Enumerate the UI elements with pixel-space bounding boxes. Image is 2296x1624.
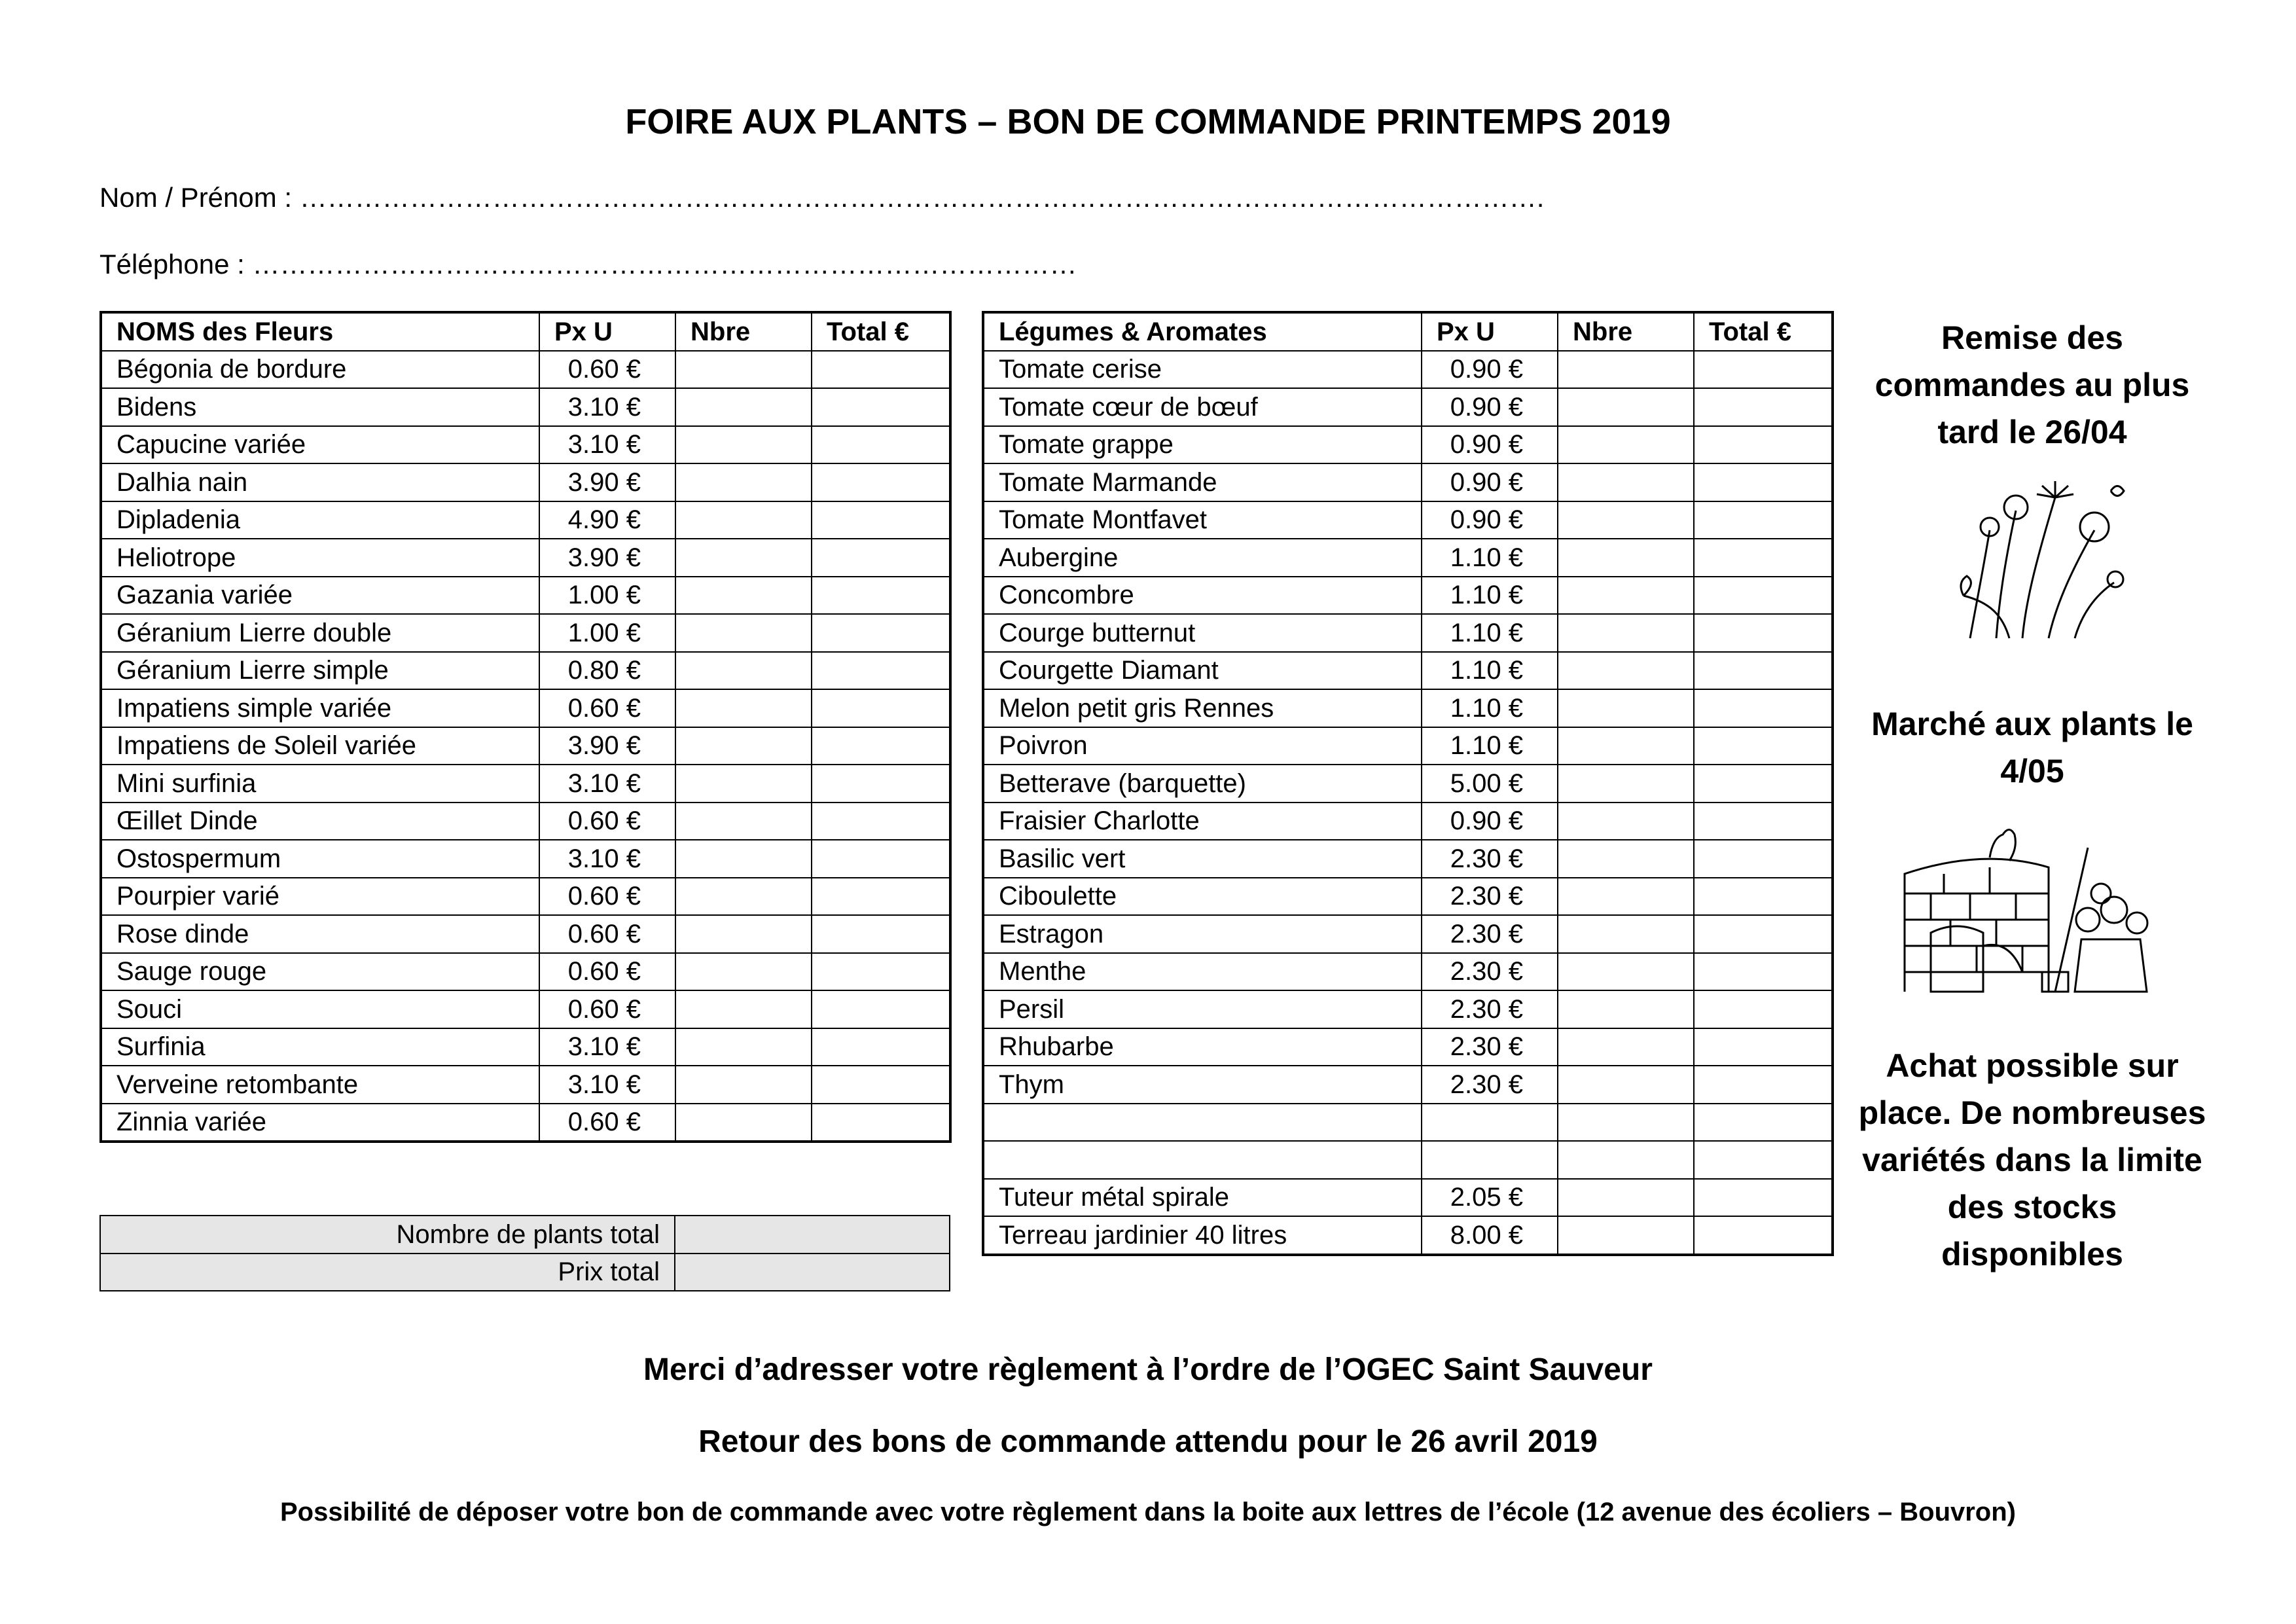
quantity-cell[interactable] bbox=[675, 840, 812, 878]
flowers-header-row bbox=[101, 312, 950, 351]
unit-price: 2.30 € bbox=[1422, 915, 1558, 953]
quantity-cell[interactable] bbox=[1558, 878, 1694, 916]
total-cell[interactable] bbox=[812, 953, 950, 991]
total-cell[interactable] bbox=[812, 1066, 950, 1104]
quantity-cell[interactable] bbox=[1558, 652, 1694, 690]
market-note: Marché aux plants le 4/05 bbox=[1871, 706, 2193, 789]
total-cell[interactable] bbox=[1694, 351, 1833, 389]
quantity-cell[interactable] bbox=[1558, 1104, 1694, 1142]
unit-price: 0.90 € bbox=[1422, 426, 1558, 464]
table-row bbox=[101, 915, 950, 953]
item-name: Sauge rouge bbox=[101, 953, 539, 991]
flowers-table bbox=[99, 311, 952, 1143]
unit-price: 2.30 € bbox=[1422, 990, 1558, 1028]
item-name: Géranium Lierre double bbox=[101, 614, 539, 652]
item-name: Tomate cœur de bœuf bbox=[983, 388, 1422, 426]
unit-price: 0.60 € bbox=[539, 915, 675, 953]
table-row bbox=[983, 1104, 1833, 1142]
item-name: Géranium Lierre simple bbox=[101, 652, 539, 690]
quantity-cell[interactable] bbox=[675, 990, 812, 1028]
table-row bbox=[983, 539, 1833, 577]
unit-price: 3.10 € bbox=[539, 1028, 675, 1066]
unit-price bbox=[1422, 1141, 1558, 1179]
item-name: Pourpier varié bbox=[101, 878, 539, 916]
unit-price: 3.90 € bbox=[539, 539, 675, 577]
quantity-cell[interactable] bbox=[1558, 953, 1694, 991]
item-name: Souci bbox=[101, 990, 539, 1028]
item-name: Surfinia bbox=[101, 1028, 539, 1066]
unit-price: 0.80 € bbox=[539, 652, 675, 690]
item-name: Dipladenia bbox=[101, 501, 539, 539]
vegetables-table-body bbox=[983, 312, 1833, 1255]
table-row bbox=[983, 878, 1833, 916]
quantity-cell[interactable] bbox=[675, 351, 812, 389]
table-row bbox=[101, 727, 950, 765]
quantity-cell[interactable] bbox=[675, 1028, 812, 1066]
quantity-cell[interactable] bbox=[1558, 577, 1694, 615]
total-cell[interactable] bbox=[1694, 426, 1833, 464]
table-row bbox=[983, 689, 1833, 727]
item-name: Menthe bbox=[983, 953, 1422, 991]
total-cell[interactable] bbox=[1694, 539, 1833, 577]
item-name: Heliotrope bbox=[101, 539, 539, 577]
unit-price: 3.10 € bbox=[539, 388, 675, 426]
quantity-cell[interactable] bbox=[1558, 1141, 1694, 1179]
header-name: NOMS des Fleurs bbox=[101, 312, 539, 351]
item-name: Tuteur métal spirale bbox=[983, 1179, 1422, 1217]
item-name: Persil bbox=[983, 990, 1422, 1028]
garden-wall-illustration bbox=[1892, 795, 2179, 1005]
unit-price: 1.10 € bbox=[1422, 689, 1558, 727]
unit-price: 0.90 € bbox=[1422, 803, 1558, 840]
total-cell[interactable] bbox=[1694, 953, 1833, 991]
wildflowers-illustration bbox=[1944, 471, 2140, 641]
total-cell[interactable] bbox=[1694, 1066, 1833, 1104]
total-cell[interactable] bbox=[1694, 765, 1833, 803]
total-cell[interactable] bbox=[1694, 652, 1833, 690]
table-row bbox=[983, 915, 1833, 953]
table-row bbox=[983, 501, 1833, 539]
quantity-cell[interactable] bbox=[1558, 840, 1694, 878]
quantity-cell[interactable] bbox=[1558, 539, 1694, 577]
item-name: Thym bbox=[983, 1066, 1422, 1104]
table-row bbox=[983, 1179, 1833, 1217]
total-cell[interactable] bbox=[1694, 1179, 1833, 1217]
quantity-cell[interactable] bbox=[675, 577, 812, 615]
unit-price: 3.90 € bbox=[539, 727, 675, 765]
item-name: Capucine variée bbox=[101, 426, 539, 464]
item-name: Œillet Dinde bbox=[101, 803, 539, 840]
unit-price: 2.30 € bbox=[1422, 840, 1558, 878]
quantity-cell[interactable] bbox=[675, 803, 812, 840]
item-name: Bégonia de bordure bbox=[101, 351, 539, 389]
total-cell[interactable] bbox=[812, 351, 950, 389]
table-row bbox=[983, 990, 1833, 1028]
table-row bbox=[983, 652, 1833, 690]
total-cell[interactable] bbox=[812, 840, 950, 878]
unit-price: 0.60 € bbox=[539, 803, 675, 840]
total-cell[interactable] bbox=[1694, 614, 1833, 652]
unit-price: 0.60 € bbox=[539, 689, 675, 727]
quantity-cell[interactable] bbox=[675, 1066, 812, 1104]
name-field[interactable]: Nom / Prénom : ………………………………………………………………………………………………………………………. bbox=[99, 182, 1545, 213]
total-cell[interactable] bbox=[812, 577, 950, 615]
table-row bbox=[101, 426, 950, 464]
quantity-cell[interactable] bbox=[1558, 614, 1694, 652]
total-cell[interactable] bbox=[1694, 878, 1833, 916]
table-row bbox=[983, 1028, 1833, 1066]
total-cell[interactable] bbox=[812, 878, 950, 916]
item-name: Fraisier Charlotte bbox=[983, 803, 1422, 840]
item-name: Ciboulette bbox=[983, 878, 1422, 916]
total-cell[interactable] bbox=[812, 689, 950, 727]
unit-price: 2.30 € bbox=[1422, 953, 1558, 991]
return-note: Retour des bons de commande attendu pour le 26 avril 2019 bbox=[698, 1424, 1598, 1459]
quantity-cell[interactable] bbox=[675, 915, 812, 953]
item-name: Basilic vert bbox=[983, 840, 1422, 878]
table-row bbox=[101, 652, 950, 690]
table-row bbox=[101, 463, 950, 501]
item-name: Terreau jardinier 40 litres bbox=[983, 1216, 1422, 1255]
unit-price: 3.90 € bbox=[539, 463, 675, 501]
header-unit-price: Px U bbox=[1422, 312, 1558, 351]
header-quantity: Nbre bbox=[1558, 312, 1694, 351]
unit-price: 0.60 € bbox=[539, 990, 675, 1028]
item-name: Ostospermum bbox=[101, 840, 539, 878]
total-cell[interactable] bbox=[1694, 689, 1833, 727]
total-cell[interactable] bbox=[1694, 1216, 1833, 1255]
quantity-cell[interactable] bbox=[1558, 463, 1694, 501]
item-name: Melon petit gris Rennes bbox=[983, 689, 1422, 727]
table-row bbox=[983, 351, 1833, 389]
total-cell[interactable] bbox=[812, 539, 950, 577]
table-row bbox=[101, 614, 950, 652]
table-row bbox=[983, 765, 1833, 803]
item-name: Courge butternut bbox=[983, 614, 1422, 652]
total-price-cell[interactable] bbox=[675, 1254, 950, 1291]
total-cell[interactable] bbox=[1694, 803, 1833, 840]
unit-price: 0.60 € bbox=[539, 1104, 675, 1142]
quantity-cell[interactable] bbox=[675, 501, 812, 539]
item-name bbox=[983, 1141, 1422, 1179]
total-count-row bbox=[100, 1216, 950, 1254]
quantity-cell[interactable] bbox=[1558, 727, 1694, 765]
unit-price: 1.00 € bbox=[539, 614, 675, 652]
table-row bbox=[983, 426, 1833, 464]
table-row bbox=[983, 803, 1833, 840]
total-cell[interactable] bbox=[1694, 1141, 1833, 1179]
dropoff-note: Possibilité de déposer votre bon de commande avec votre règlement dans la boite aux lettres de l’école (12 avenue des écoliers – Bouvron) bbox=[279, 1498, 2016, 1526]
table-row bbox=[983, 840, 1833, 878]
item-name: Impatiens simple variée bbox=[101, 689, 539, 727]
item-name: Estragon bbox=[983, 915, 1422, 953]
unit-price: 0.90 € bbox=[1422, 388, 1558, 426]
unit-price: 0.60 € bbox=[539, 878, 675, 916]
table-row bbox=[983, 614, 1833, 652]
quantity-cell[interactable] bbox=[1558, 915, 1694, 953]
unit-price: 0.90 € bbox=[1422, 351, 1558, 389]
unit-price: 1.10 € bbox=[1422, 652, 1558, 690]
item-name bbox=[983, 1104, 1422, 1142]
table-row bbox=[101, 1028, 950, 1066]
table-row bbox=[101, 577, 950, 615]
item-name: Tomate Montfavet bbox=[983, 501, 1422, 539]
total-cell[interactable] bbox=[812, 501, 950, 539]
total-cell[interactable] bbox=[812, 426, 950, 464]
quantity-cell[interactable] bbox=[1558, 501, 1694, 539]
unit-price: 3.10 € bbox=[539, 1066, 675, 1104]
table-row bbox=[101, 878, 950, 916]
total-cell[interactable] bbox=[1694, 577, 1833, 615]
quantity-cell[interactable] bbox=[1558, 351, 1694, 389]
unit-price: 1.10 € bbox=[1422, 577, 1558, 615]
table-row bbox=[101, 840, 950, 878]
unit-price: 1.10 € bbox=[1422, 614, 1558, 652]
item-name: Concombre bbox=[983, 577, 1422, 615]
total-count-label: Nombre de plants total bbox=[100, 1216, 675, 1254]
total-cell[interactable] bbox=[812, 765, 950, 803]
quantity-cell[interactable] bbox=[1558, 1028, 1694, 1066]
item-name: Mini surfinia bbox=[101, 765, 539, 803]
quantity-cell[interactable] bbox=[675, 614, 812, 652]
total-cell[interactable] bbox=[1694, 501, 1833, 539]
quantity-cell[interactable] bbox=[675, 1104, 812, 1142]
table-row bbox=[101, 501, 950, 539]
deadline-note: Remise des commandes au plus tard le 26/04 bbox=[1874, 319, 2190, 450]
item-name: Courgette Diamant bbox=[983, 652, 1422, 690]
flowers-table-body bbox=[101, 312, 950, 1142]
table-row bbox=[983, 463, 1833, 501]
item-name: Rose dinde bbox=[101, 915, 539, 953]
total-cell[interactable] bbox=[812, 990, 950, 1028]
item-name: Rhubarbe bbox=[983, 1028, 1422, 1066]
vegetables-table bbox=[982, 311, 1834, 1256]
table-row bbox=[983, 1141, 1833, 1179]
header-quantity: Nbre bbox=[675, 312, 812, 351]
item-name: Gazania variée bbox=[101, 577, 539, 615]
item-name: Bidens bbox=[101, 388, 539, 426]
item-name: Aubergine bbox=[983, 539, 1422, 577]
unit-price: 1.10 € bbox=[1422, 539, 1558, 577]
total-cell[interactable] bbox=[1694, 840, 1833, 878]
table-row bbox=[101, 1066, 950, 1104]
total-cell[interactable] bbox=[1694, 915, 1833, 953]
item-name: Tomate Marmande bbox=[983, 463, 1422, 501]
item-name: Poivron bbox=[983, 727, 1422, 765]
total-cell[interactable] bbox=[812, 915, 950, 953]
table-row bbox=[101, 765, 950, 803]
quantity-cell[interactable] bbox=[1558, 765, 1694, 803]
total-cell[interactable] bbox=[812, 463, 950, 501]
table-row bbox=[983, 727, 1833, 765]
unit-price: 1.00 € bbox=[539, 577, 675, 615]
total-cell[interactable] bbox=[812, 388, 950, 426]
total-cell[interactable] bbox=[812, 803, 950, 840]
quantity-cell[interactable] bbox=[675, 765, 812, 803]
table-row bbox=[983, 388, 1833, 426]
unit-price: 3.10 € bbox=[539, 426, 675, 464]
quantity-cell[interactable] bbox=[675, 539, 812, 577]
unit-price: 2.30 € bbox=[1422, 1066, 1558, 1104]
item-name: Dalhia nain bbox=[101, 463, 539, 501]
table-row bbox=[101, 388, 950, 426]
total-cell[interactable] bbox=[1694, 990, 1833, 1028]
header-name: Légumes & Aromates bbox=[983, 312, 1422, 351]
table-row bbox=[101, 953, 950, 991]
total-price-label: Prix total bbox=[100, 1254, 675, 1291]
table-row bbox=[101, 351, 950, 389]
totals-table bbox=[99, 1215, 950, 1291]
table-row bbox=[983, 1066, 1833, 1104]
total-cell[interactable] bbox=[1694, 388, 1833, 426]
header-total: Total € bbox=[812, 312, 950, 351]
onsite-note: Achat possible sur place. De nombreuses variétés dans la limite des stocks disponibles bbox=[1858, 1047, 2206, 1272]
quantity-cell[interactable] bbox=[1558, 388, 1694, 426]
unit-price: 3.10 € bbox=[539, 765, 675, 803]
quantity-cell[interactable] bbox=[1558, 1066, 1694, 1104]
header-unit-price: Px U bbox=[539, 312, 675, 351]
total-cell[interactable] bbox=[1694, 1028, 1833, 1066]
table-row bbox=[101, 990, 950, 1028]
unit-price: 0.60 € bbox=[539, 953, 675, 991]
quantity-cell[interactable] bbox=[675, 878, 812, 916]
table-row bbox=[101, 689, 950, 727]
table-row bbox=[983, 953, 1833, 991]
unit-price: 0.90 € bbox=[1422, 463, 1558, 501]
page-title: FOIRE AUX PLANTS – BON DE COMMANDE PRINTEMPS 2019 bbox=[625, 102, 1671, 141]
total-cell[interactable] bbox=[1694, 1104, 1833, 1142]
unit-price: 0.60 € bbox=[539, 351, 675, 389]
quantity-cell[interactable] bbox=[675, 953, 812, 991]
header-total: Total € bbox=[1694, 312, 1833, 351]
unit-price: 3.10 € bbox=[539, 840, 675, 878]
quantity-cell[interactable] bbox=[675, 388, 812, 426]
total-cell[interactable] bbox=[1694, 727, 1833, 765]
table-row bbox=[101, 803, 950, 840]
item-name: Tomate cerise bbox=[983, 351, 1422, 389]
unit-price: 0.90 € bbox=[1422, 501, 1558, 539]
quantity-cell[interactable] bbox=[1558, 689, 1694, 727]
table-row bbox=[983, 577, 1833, 615]
quantity-cell[interactable] bbox=[1558, 990, 1694, 1028]
quantity-cell[interactable] bbox=[1558, 1179, 1694, 1217]
total-cell[interactable] bbox=[812, 1104, 950, 1142]
total-price-row bbox=[100, 1254, 950, 1291]
total-cell[interactable] bbox=[812, 614, 950, 652]
quantity-cell[interactable] bbox=[675, 727, 812, 765]
quantity-cell[interactable] bbox=[675, 652, 812, 690]
unit-price: 1.10 € bbox=[1422, 727, 1558, 765]
total-cell[interactable] bbox=[812, 652, 950, 690]
quantity-cell[interactable] bbox=[675, 463, 812, 501]
unit-price: 2.30 € bbox=[1422, 878, 1558, 916]
quantity-cell[interactable] bbox=[1558, 1216, 1694, 1255]
table-row bbox=[101, 1104, 950, 1142]
item-name: Zinnia variée bbox=[101, 1104, 539, 1142]
vegetables-header-row bbox=[983, 312, 1833, 351]
total-cell[interactable] bbox=[1694, 463, 1833, 501]
quantity-cell[interactable] bbox=[675, 689, 812, 727]
item-name: Impatiens de Soleil variée bbox=[101, 727, 539, 765]
total-count-cell[interactable] bbox=[675, 1216, 950, 1254]
quantity-cell[interactable] bbox=[675, 426, 812, 464]
item-name: Betterave (barquette) bbox=[983, 765, 1422, 803]
unit-price bbox=[1422, 1104, 1558, 1142]
phone-field[interactable]: Téléphone : ……………………………………………………………………………… bbox=[99, 249, 1077, 280]
payment-note: Merci d’adresser votre règlement à l’ordre de l’OGEC Saint Sauveur bbox=[643, 1352, 1653, 1387]
total-cell[interactable] bbox=[812, 1028, 950, 1066]
unit-price: 2.05 € bbox=[1422, 1179, 1558, 1217]
item-name: Verveine retombante bbox=[101, 1066, 539, 1104]
total-cell[interactable] bbox=[812, 727, 950, 765]
unit-price: 2.30 € bbox=[1422, 1028, 1558, 1066]
unit-price: 8.00 € bbox=[1422, 1216, 1558, 1255]
unit-price: 4.90 € bbox=[539, 501, 675, 539]
quantity-cell[interactable] bbox=[1558, 426, 1694, 464]
quantity-cell[interactable] bbox=[1558, 803, 1694, 840]
item-name: Tomate grappe bbox=[983, 426, 1422, 464]
table-row bbox=[101, 539, 950, 577]
table-row bbox=[983, 1216, 1833, 1255]
unit-price: 5.00 € bbox=[1422, 765, 1558, 803]
